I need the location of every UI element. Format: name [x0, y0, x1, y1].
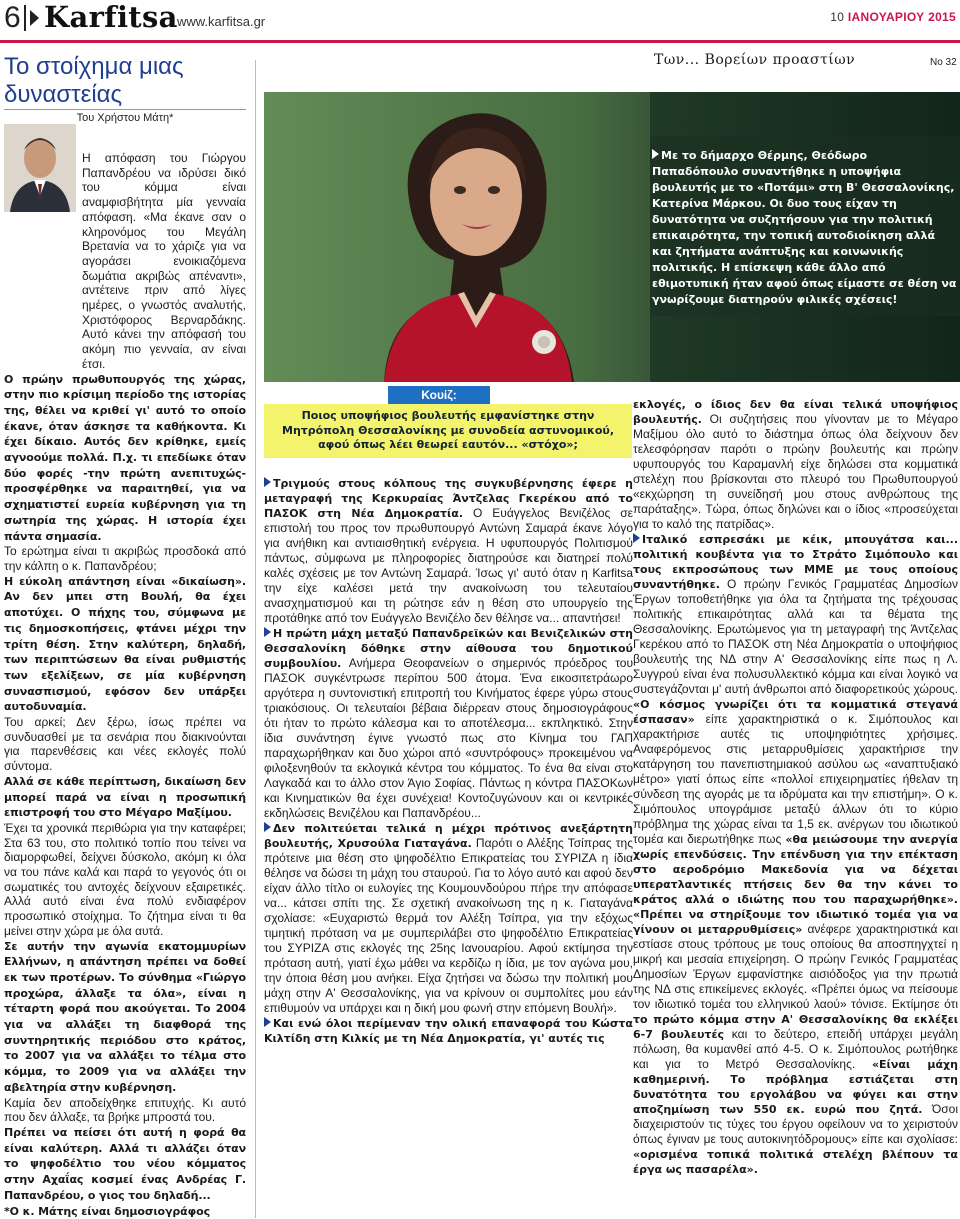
bullet-arrow-icon — [264, 627, 271, 637]
section-title: Των... Βορείων προαστίων — [654, 52, 856, 68]
left-article-body — [4, 151, 246, 1219]
brand-logo: Karfitsa — [44, 0, 178, 34]
bullet-arrow-icon — [264, 822, 271, 832]
paragraph-bold: Πρέπει να πείσει ότι αυτή η φορά θα είναι καλύτερη. Αλλά τι αλλάζει όταν το ψηφοδέλτιο του νέου κόμματος στην Αχαΐας κοσμεί ένας Ανδρέας Γ. Παπανδρέου, ο γιος του δηλαδή... — [4, 1126, 246, 1202]
column-divider — [255, 60, 256, 1218]
title-rule — [4, 109, 246, 110]
paragraph-bold: Σε αυτήν την αγωνία εκατομμυρίων Ελλήνων, η απάντηση πρέπει να δοθεί εκ των προτέρων. Το σύνθημα «Γιώργο προχώρα, άλλαξε τα όλα», είναι η τέταρτη φορά που ακούγεται. Το 2004 για να αλλάξει τη διαφθορά της συντηρητικής περιόδου στο κράτος, το 2007 για να αλλάξει το τέλμα στο κόμμα, το 2009 για να αλλάξει την αβελτηρία στην κυβέρνηση. — [4, 939, 246, 1094]
paragraph-bold: Αλλά σε κάθε περίπτωση, δικαίωση δεν μπορεί παρά να είναι η προσωπική επιστροφή του στο Μέγαρο Μαξίμου. — [4, 774, 246, 820]
page-number: 6 — [4, 1, 21, 34]
issue-date — [830, 10, 956, 24]
site-url[interactable]: www.karfitsa.gr — [177, 14, 266, 29]
bullet-arrow-icon — [652, 149, 659, 159]
news-item: Η πρώτη μάχη μεταξύ Παπανδρεϊκών και Βενιζελικών στη Θεσσαλονίκη δόθηκε στην αίθουσα του δημοτικού συμβουλίου. Ανήμερα Θεοφανείων ο σημερινός πρόεδρος του ΠΑΣΟΚ συγκέντρωσε περίπου 500 άτομα. Ένα εικοσιτετράωρο αργότερα η συντονιστική επιτροπή του Κινήματος έφερε γύρω στους τριακόσιους. Οι τελευταίοι βέβαια διέρρεαν στους δημοσιογράφους ότι ήταν το πρώτο κάλεσμα και το αποτέλεσμα... εκπληκτικό. Στην ίδια συνάντηση έγινε γνωστό πως στο Κίνημα του ΓΑΠ παραχωρήθηκαν και δυο χώροι από «συντρόφους» προκειμένου να φιλοξενηθούν τα εκλογικά κέντρα του κόμματος. Το ένα θα είναι στο Λαγκαδά και το άλλο στον Άγιο Σοφίας. Πάντως η κόντρα ΠΑΣΟΚων και Κινηματικών θα έχει συνέχεια! Κοντοζυγώνουν και οι κεντρικές εκδηλώσεις Βενιζέλου και Παπανδρέου... — [264, 627, 633, 820]
news-item: Και ενώ όλοι περίμεναν την ολική επαναφορά του Κώστα Κιλτίδη στη Κιλκίς με τη Νέα Δημοκρατία, γι' αυτές τις — [264, 1017, 633, 1045]
paragraph: Έχει τα χρονικά περιθώρια για την καταφέρει; Στα 63 του, στο πολιτικό τοπίο που τείνει να διαμορφωθεί, δείχνει δύσκολο, ακόμη κι όλα να του πάνε καλά και παρά το γεγονός ότι οι σωματικές του αντοχές δείχνουν εξαιρετικές. Αλλά αυτό είναι ένα πολύ ενδιαφέρον προσωπικό στοίχημα. Το ζήτημα είναι τι θα μείνει στην χώρα με όλα αυτά. — [4, 820, 246, 938]
header-rule — [0, 40, 960, 43]
article-title: Το στοίχημα μιας δυναστείας — [4, 53, 184, 108]
paragraph: Το ερώτημα είναι τι ακριβώς προσδοκά από την κάλπη ο κ. Παπανδρέου; — [4, 544, 246, 573]
paragraph-bold: Ο πρώην πρωθυπουργός της χώρας, στην πιο κρίσιμη περίοδο της ιστορίας της, θέλει να κριθεί γι' αυτό το οποίο έκανε, όταν άσκησε τα καθήκοντα. Κι έχει δίκαιο. Αυτός δεν κρίθηκε, εμείς αγνοούμε πολλά. Π.χ. τι επεδίωκε όταν δύο φορές -την πρώτη ανεπιτυχώς- προσφέρθηκε να παραιτηθεί, για να σχηματιστεί ευρεία κυβέρνηση για τη σωτηρία της χώρας. Η ιστορία έχει πάντα σημασία. — [4, 372, 246, 543]
byline: Του Χρήστου Μάτη* — [76, 112, 174, 124]
quiz-question: Ποιος υποψήφιος βουλευτής εμφανίστηκε στην Μητρόπολη Θεσσαλονίκης με συνοδεία αστυνομικού, αφού όπως λέει θεωρεί εαυτόν... «στόχο»; — [282, 409, 614, 451]
bullet-arrow-icon — [633, 533, 640, 543]
footnote: *Ο κ. Μάτης είναι δημοσιογράφος — [4, 1204, 210, 1218]
bullet-arrow-icon — [264, 477, 271, 487]
page-header — [0, 0, 960, 40]
date-month-year: ΙΑΝΟΥΑΡΙΟΥ 2015 — [847, 10, 956, 24]
section-issue: Νο 32 — [930, 57, 957, 68]
news-item: Ιταλικό εσπρεσάκι με κέικ, μπουγάτσα και... πολιτική κουβέντα για το Στράτο Σιμόπουλο και τους εκπροσώπους των ΜΜΕ με τους οποίους συναντήθηκε. Ο πρώην Γενικός Γραμματέας Δημοσίων Έργων τοποθετήθηκε για όλα τα ζητήματα της τρέχουσας πολιτικής επικαιρότητας αλλά και τα θέματα της Θεσσαλονίκης. Ερωτώμενος για τη μεταγραφή της Άντζελας Γκερέκου από το ΠΑΣΟΚ στη Νέα Δημοκρατία ο υποψήφιος βουλευτής της ΝΔ στην Α' Θεσσαλονίκης είπε πως η Λ. Συγγρού είναι ένα πολυσυλλεκτικό κόμμα και είναι λογικό να συστεγάζονται μ' αυτή άνθρωποι από διαφορετικούς χώρους. «Ο κόσμος γνωρίζει ότι τα κομματικά στεγανά έσπασαν» είπε χαρακτηριστικά ο κ. Σιμόπουλος και χαρακτήρισε αυτές τις υποψηφιότητες χρήσιμες. Αναφερόμενος στις μεταρρυθμίσεις χαρακτήρισε την κατάργηση του πανεπιστημιακού ασύλου ως «αναπτυξιακό μέτρο» γιατί όπως είπε «πολλοί επιχειρηματίες ήθελαν τη σύνδεση της αγοράς με τα ιδρύματα και την επιστήμη». Ο κ. Σιμόπουλος υπογράμισε μεταξύ άλλων ότι το κύριο πρόβλημα της χώρας είναι τα 1,5 εκ. ανέργων του ιδιωτικού τομέα και διερωτήθηκε πως «θα μειώσουμε την ανεργία χωρίς επενδύσεις. Την επένδυση για την επέκταση στο αεροδρόμιο Μακεδονία για να δέχεται υπερατλαντικές πτήσεις δεν θα την κάνει το κράτος αλλά ο ιδιώτης που του παραχωρήθηκε». «Πρέπει να στηρίξουμε τον ιδιωτικό τομέα για να γίνουν οι μεταρρυθμίσεις» ανέφερε χαρακτηριστικά και εστίασε στους τρόπους με τους οποίους θα αποσπηγχτεί η μικρή και μεσαία επιχείρηση. Ο πρώην Γενικός Γραμματέας Δημοσίων Έργων εμφανίστηκε αισιόδοξος για την πρωτιά της ΝΔ στις επικείμενες εκλογές. «Πρέπει όμως να πείσουμε τον ιδιωτικό τομέα του ελληνικού λαού» τόνισε. Εκτίμησε ότι το πρώτο κόμμα στην Α' Θεσσαλονίκης θα εκλέξει 6-7 βουλευτές και το δεύτερο, επειδή υπάρχει μεγάλη πόλωση, θα κυμανθεί από 4-5. Ο κ. Σιμόπουλος ρωτήθηκε και για το Μετρό Θεσσαλονίκης. «Είναι μάχη καθημερινή. Το πρόβλημα εστιάζεται στη δυνατότητα του εργολάβου να φύγει και στην αποζημίωση των 550 εκ. ευρώ που ζητά. Όσοι διαχειριστούν τις τύχες του έργου οφείλουν να το χειριστούν όπως έγιναν με τους αυτοκινητόδρομους» είπε και σχολίασε: «ορισμένα τοπικά πολιτικά στελέχη βλέπουν τα έργα ως πασαρέλα». — [633, 533, 959, 1176]
header-divider — [24, 5, 26, 31]
middle-column — [264, 476, 633, 1046]
paragraph: Η απόφαση του Γιώργου Παπανδρέου να ιδρύσει δικό του κόμμα είναι αναμφισβήτητα μία γενναία απόφαση. «Μα έκανε σαν ο κληρονόμος του Μεγάλη Βρετανία να το χάριζε για να αγοράσει ενοικιαζόμενα δωμάτια ακριβώς απέναντι», αντέτεινε πριν από λίγες ημέρες, ο γνωστός αναλυτής, Χριστόφορος Βερναρδάκης. Αυτό κάνει την απόφασή του ακόμη πιο γενναία, αν είναι έτσι. — [82, 151, 246, 371]
pullquote — [652, 148, 957, 308]
quiz-label: Κουίζ: — [388, 386, 490, 404]
news-item: Δεν πολιτεύεται τελικά η μέχρι πρότινος ανεξάρτητη βουλευτής, Χρυσούλα Γιαταγάνα. Παρότι ο Αλέξης Τσίπρας της πρότεινε μια θέση στο ψηφοδέλτιο Επικρατείας του ΣΥΡΙΖΑ η ίδια θέλησε να δώσει τη μάχη του σταυρού. Για το λόγο αυτό και αφού δεν είχαν άλλο τίτλο οι ευλογίες της Κουμουνδούρου πήρε την απόφασε να... κάτσει σπίτι της. Σε σχετική ανακοίνωση της η κ. Γιαταγάνα σχολίασε: «Ευχαριστώ θερμά τον Αλέξη Τσίπρα, για την εξόχως τιμητική πρόταση να με συμπεριλάβει στο ψηφοδέλτιο Επικρατείας του ΣΥΡΙΖΑ στις εκλογές της 25ης Ιανουαρίου. Αφού εκτίμησα την πρόταση αυτή, γιατί έχω μάθει να κερδίζω η ίδια, με τον αγώνα μου, την όποια θέση μου ανήκει. Είχα ζητήσει να δώσω την πολιτική μου μάχη στην Α' Θεσσαλονίκης, για να κρίνουν οι συμπολίτες μου εάν επιθυμούν να υπάρχει και η δική μου φωνή στην επόμενη Βουλή». — [264, 822, 633, 1015]
news-item: εκλογές, ο ίδιος δεν θα είναι τελικά υποψήφιος βουλευτής. Οι συζητήσεις που γίνονταν με το Μέγαρο Μαξίμου όλο αυτό το διάστημα όπως όλα δείχνουν δεν τελεσφόρησαν παρότι ο πρώην βουλευτής και πρώην υφυπουργός του Καραμανλή είχε δηλώσει στα κομματικά στελέχη που βρίσκονται στο πλευρό του Πρωθυπουργού «εκχώρηση τη συνείδησή μου στους ανθρώπους της παράταξης». Τώρα, όπως δηλώνει και ο ίδιος «προσεύχεται για το καλό της πατρίδας». — [633, 398, 958, 531]
right-column — [633, 397, 958, 1177]
news-item: Τριγμούς στους κόλπους της συγκυβέρνησης έφερε η μεταγραφή της Κερκυραίας Άντζελας Γκερέκου από το ΠΑΣΟΚ στη Νέα Δημοκρατία. Ο Ευάγγελος Βενιζέλος σε επιστολή του προς τον πρωθυπουργό Αντώνη Σαμαρά έκανε λόγο για ανήθικη και αντιαισθητική ενέργεια. Η υφυπουργός Πολιτισμού πάντως, σύμφωνα με πληροφορίες διατηρούσε και διατηρεί πολύ καλές σχέσεις με τον Αντώνη Σαμαρά. Ίσως γι' αυτό όταν η Karfitsa την είχε καλέσει μετά την ανακοίνωση του τελευταίου ανασχηματισμού και τη ρώτησε εάν η θέση στο υπουργείο της προτάθηκε από τον Ευάγγελο Βενιζέλο δεν θέλησε να... απαντήσει! — [264, 477, 634, 625]
pullquote-text: Με το δήμαρχο Θέρμης, Θεόδωρο Παπαδόπουλο συναντήθηκε η υποψήφια βουλευτής με το «Ποτάμι» στη Β' Θεσσαλονίκης, Κατερίνα Μάρκου. Οι δυο τους είχαν τη δυνατότητα να συζητήσουν για την πολιτική επικαιρότητα, την τοπική αυτοδιοίκηση αλλά και ζητήματα ανάπτυξης και κοινωνικής πολιτικής. Η επίσκεψη κάθε άλλο από εθιμοτυπική ήταν αφού όπως είμαστε σε θέση να γνωρίζουμε διατηρούν φιλικές σχέσεις! — [652, 149, 957, 306]
date-day: 10 — [830, 10, 845, 24]
arrow-icon — [30, 10, 39, 26]
paragraph-bold: Η εύκολη απάντηση είναι «δικαίωση». Αν δεν μπει στη Βουλή, θα έχει αποτύχει. Ο πήχης του, σύμφωνα με τις δημοσκοπήσεις, φτάνει μέχρι την τρίτη θέση. Στην καλύτερη, δηλαδή, των περιπτώσεων θα είναι ρυθμιστής των εξελίξεων, σε μία κυβέρνηση συνασπισμού, εφόσον δεν υπάρξει αυτοδυναμία. — [4, 574, 246, 714]
paragraph: Καμία δεν αποδείχθηκε επιτυχής. Κι αυτό που δεν άλλαξε, τα βρήκε μπροστά του. — [4, 1095, 246, 1125]
bullet-arrow-icon — [264, 1017, 271, 1027]
paragraph: Του αρκεί; Δεν ξέρω, ίσως πρέπει να συνδυασθεί με τα σενάρια που διακινούνται για παρενθέσεις και νέες εκλογές πολύ σύντομα. — [4, 715, 246, 774]
